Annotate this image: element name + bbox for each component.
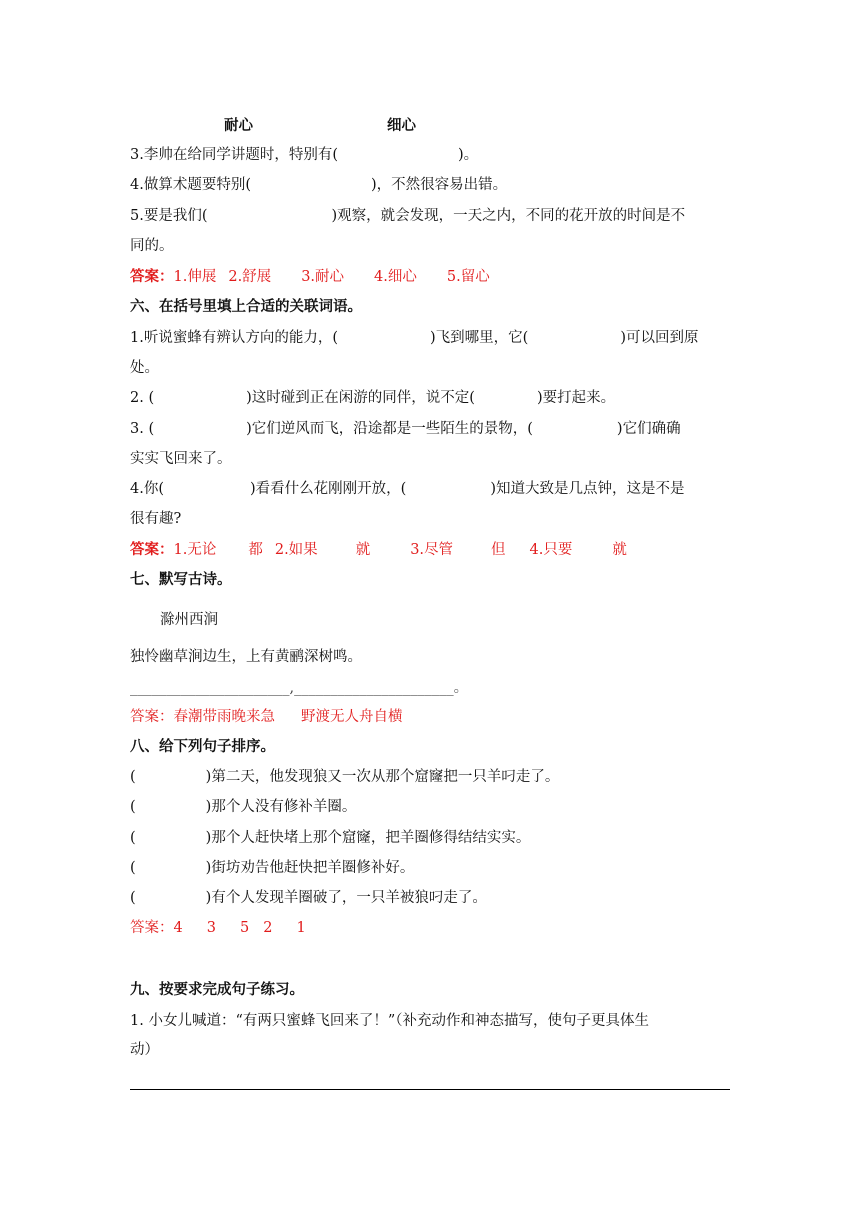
poem-blank-line: ______________________,______________________。 <box>130 680 469 696</box>
question-6-1-cont: 处。 <box>130 360 159 376</box>
question-6-4-cont: 很有趣? <box>130 511 182 527</box>
answer-7: 答案：春潮带雨晚来急 野渡无人舟自横 <box>130 709 403 725</box>
section-7-title: 七、默写古诗。 <box>130 571 232 588</box>
question-5-5-cont: 同的。 <box>130 238 174 254</box>
question-9-1-cont: 动） <box>130 1042 159 1058</box>
answer-label: 答案： <box>130 541 174 558</box>
question-5-4: 4.做算术题要特别( )，不然很容易出错。 <box>130 177 508 193</box>
sequence-item: ( )有个人发现羊圈破了，一只羊被狼叼走了。 <box>130 890 487 906</box>
answer-label: 答案： <box>130 920 174 936</box>
question-6-1: 1.听说蜜蜂有辨认方向的能力，( )飞到哪里，它( )可以回到原 <box>130 330 699 346</box>
worksheet-page <box>130 0 730 1216</box>
sequence-item: ( )街坊劝告他赶快把羊圈修补好。 <box>130 860 415 876</box>
question-6-2: 2. ( )这时碰到正在闲游的同伴，说不定( )要打起来。 <box>130 390 616 406</box>
question-6-3-cont: 实实飞回来了。 <box>130 451 232 467</box>
answer-6: 答案：1.无论 都 2.如果 就 3.尽管 但 4.只要 就 <box>130 541 627 558</box>
answer-write-line[interactable] <box>130 1089 730 1090</box>
section-8-title: 八、给下列句子排序。 <box>130 738 275 755</box>
question-5-5: 5.要是我们( )观察，就会发现，一天之内，不同的花开放的时间是不 <box>130 208 686 224</box>
sequence-item: ( )第二天，他发现狼又一次从那个窟窿把一只羊叼走了。 <box>130 769 560 785</box>
sequence-item: ( )那个人没有修补羊圈。 <box>130 799 357 815</box>
section-6-title: 六、在括号里填上合适的关联词语。 <box>130 298 362 315</box>
poem-title: 滁州西涧 <box>160 612 218 628</box>
answer-label: 答案： <box>130 709 174 725</box>
question-9-1: 1. 小女儿喊道：“有两只蜜蜂飞回来了！”（补充动作和神态描写，使句子更具体生 <box>130 1013 650 1029</box>
question-6-3: 3. ( )它们逆风而飞，沿途都是一些陌生的景物，( )它们确确 <box>130 421 681 437</box>
word-bank-item: 耐心 <box>224 117 253 134</box>
question-6-4: 4.你( )看看什么花刚刚开放，( )知道大致是几点钟，这是不是 <box>130 481 685 497</box>
question-5-3: 3.李帅在给同学讲题时，特别有( )。 <box>130 147 479 163</box>
sequence-item: ( )那个人赶快堵上那个窟窿，把羊圈修得结结实实。 <box>130 830 531 846</box>
poem-line: 独怜幽草涧边生，上有黄鹂深树鸣。 <box>130 649 362 665</box>
word-bank <box>130 116 730 136</box>
answer-label: 答案： <box>130 268 174 285</box>
answer-5: 答案：1.伸展 2.舒展 3.耐心 4.细心 5.留心 <box>130 268 490 285</box>
answer-8: 答案：4 3 5 2 1 <box>130 920 306 936</box>
section-9-title: 九、按要求完成句子练习。 <box>130 981 304 998</box>
word-bank-item: 细心 <box>387 117 416 134</box>
